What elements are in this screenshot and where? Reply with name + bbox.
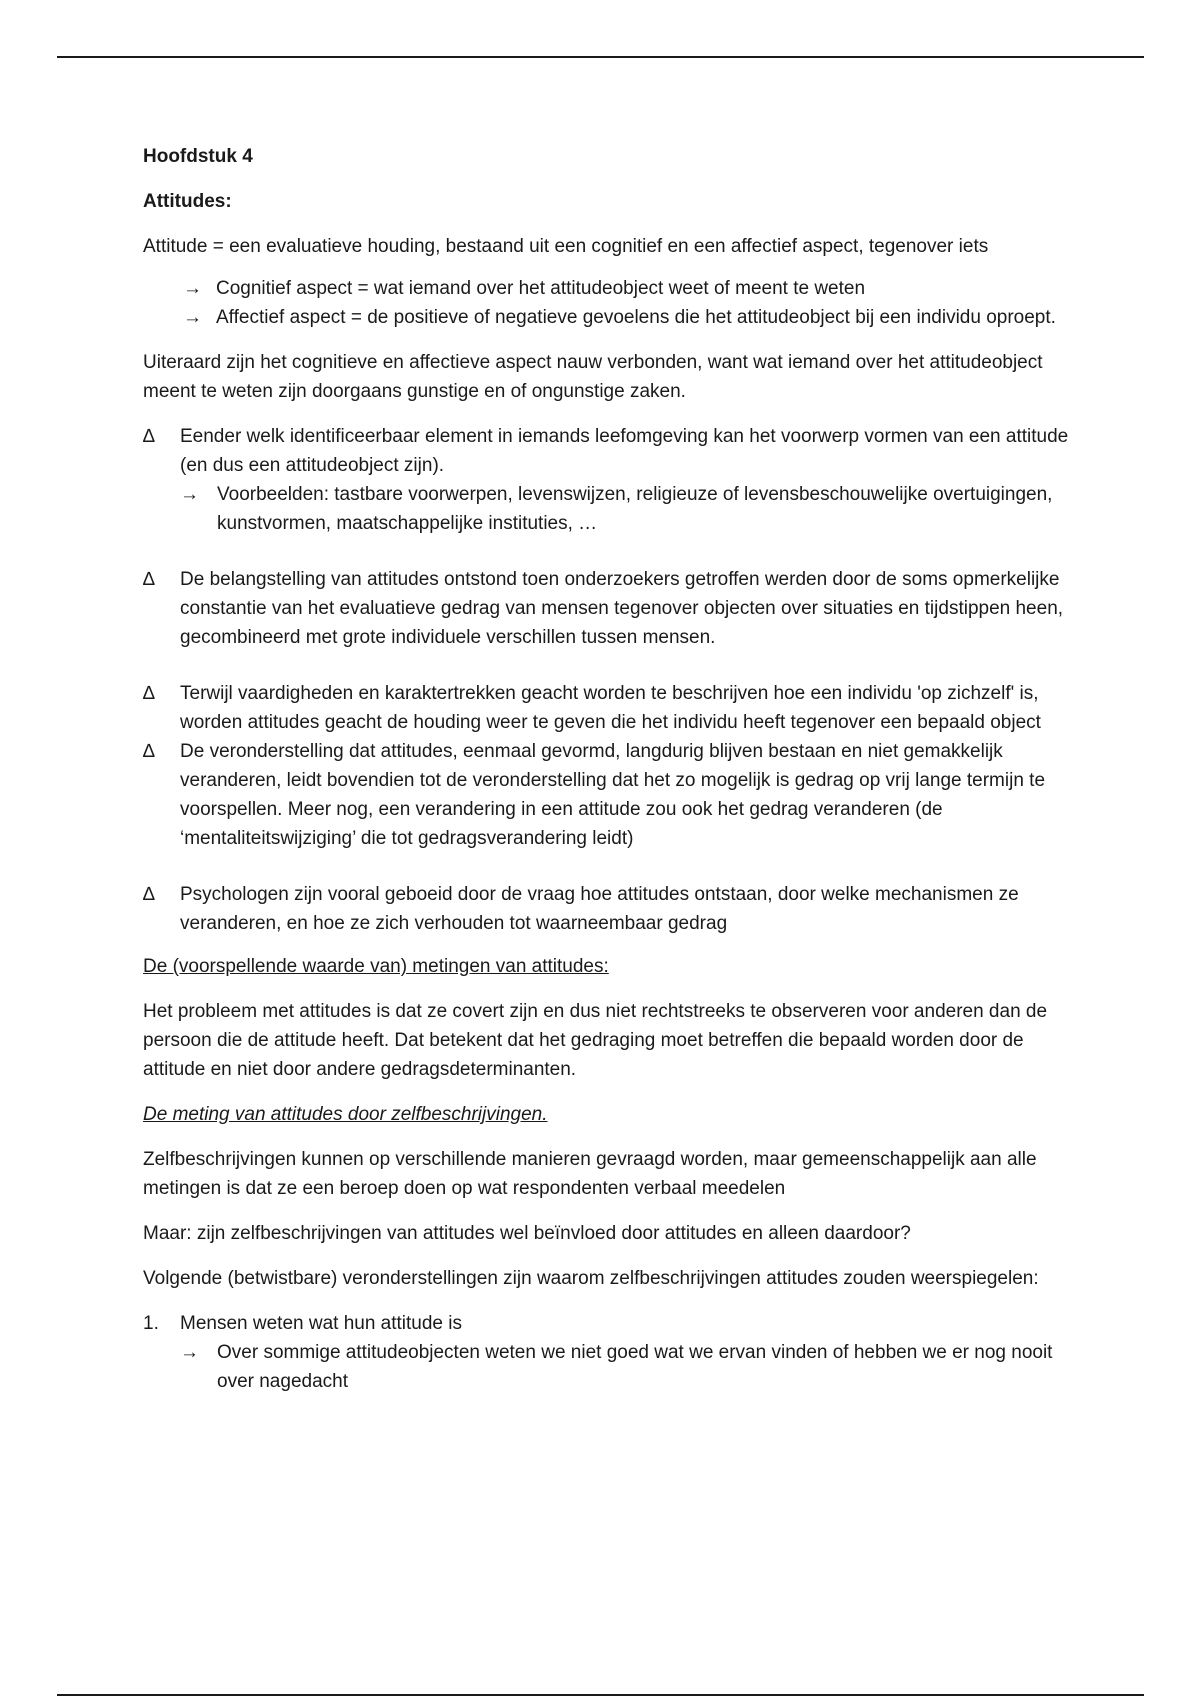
delta-bullet-icon: ∆: [143, 884, 155, 905]
delta-bullet-icon: ∆: [143, 569, 155, 590]
paragraph-problem: Het probleem met attitudes is dat ze covert zijn en dus niet rechtstreeks te observeren voor anderen dan de persoon die de attitude heeft. Dat betekent dat het gedraging moet betreffen die bepaald worden door de attitude en niet door andere gedragsdeterminanten.: [143, 1001, 1048, 1080]
footer-rule: [57, 1694, 1144, 1696]
arrow-icon: →: [183, 278, 202, 299]
arrow-icon: →: [180, 484, 199, 505]
bullet-item: ∆ De belangstelling van attitudes ontstond toen onderzoekers getroffen werden door de soms opmerkelijke constantie van het evaluatieve gedrag van mensen tegenover objecten over situaties en tijdstippen heen, gecombineerd met grote individuele verschillen tussen mensen.: [143, 565, 1073, 652]
bullet-sub-item: → Voorbeelden: tastbare voorwerpen, levenswijzen, religieuze of levensbeschouwelijke overtuigingen, kunstvormen, maatschappelijke instituties, …: [180, 480, 1073, 538]
document-body: [143, 142, 1073, 1396]
section-heading-metingen: De (voorspellende waarde van) metingen van attitudes:: [143, 956, 609, 977]
paragraph-connected: Uiteraard zijn het cognitieve en affectieve aspect nauw verbonden, want wat iemand over het attitudeobject meent te weten zijn doorgaans gunstige en of ongunstige zaken.: [143, 352, 1043, 402]
bullet-item: ∆ Terwijl vaardigheden en karaktertrekken geacht worden te beschrijven hoe een individu 'op zichzelf' is, worden attitudes geacht de houding weer te geven die het individu heeft tegenover een bepaald object: [143, 679, 1073, 737]
bullet-item: ∆ De veronderstelling dat attitudes, eenmaal gevormd, langdurig blijven bestaan en niet gemakkelijk veranderen, leidt bovendien tot de veronderstelling dat het zo mogelijk is gedrag op vrij lange termijn te voorspellen. Meer nog, een verandering in een attitude zou ook het gedrag veranderen (de ‘mentaliteitswijziging’ die tot gedragsverandering leidt): [143, 737, 1073, 853]
delta-bullet-icon: ∆: [143, 426, 155, 447]
numbered-item: 1. Mensen weten wat hun attitude is → Over sommige attitudeobjecten weten we niet goed wat we ervan vinden of hebben we er nog nooit over nagedacht: [143, 1309, 1073, 1396]
arrow-icon: →: [183, 307, 202, 328]
bullet-item: ∆ Eender welk identificeerbaar element in iemands leefomgeving kan het voorwerp vormen van een attitude (en dus een attitudeobject zijn). → Voorbeelden: tastbare voorwerpen, levenswijzen, religieuze of levensbeschouwelijke overtuigingen, kunstvormen, maatschappelijke instituties, …: [143, 422, 1073, 538]
bullet-item: ∆ Psychologen zijn vooral geboeid door de vraag hoe attitudes ontstaan, door welke mechanismen ze veranderen, en hoe ze zich verhouden tot waarneembaar gedrag: [143, 880, 1073, 938]
arrow-icon: →: [180, 1342, 199, 1363]
paragraph-zelfbeschrijvingen: Zelfbeschrijvingen kunnen op verschillende manieren gevraagd worden, maar gemeenschappelijk aan alle metingen is dat ze een beroep doen op wat respondenten verbaal meedelen: [143, 1149, 1037, 1199]
chapter-heading: Hoofdstuk 4: [143, 146, 253, 167]
paragraph-assumptions: Volgende (betwistbare) veronderstellingen zijn waarom zelfbeschrijvingen attitudes zouden weerspiegelen:: [143, 1268, 1039, 1289]
list-number: 1.: [143, 1313, 159, 1334]
aspect-item: → Cognitief aspect = wat iemand over het attitudeobject weet of meent te weten: [143, 274, 1073, 303]
section-heading-attitudes: Attitudes:: [143, 191, 232, 212]
numbered-sub-item: → Over sommige attitudeobjecten weten we niet goed wat we ervan vinden of hebben we er nog nooit over nagedacht: [180, 1338, 1073, 1396]
delta-bullet-icon: ∆: [143, 741, 155, 762]
delta-bullet-icon: ∆: [143, 683, 155, 704]
section-heading-zelfbeschrijvingen: De meting van attitudes door zelfbeschrijvingen.: [143, 1104, 548, 1125]
paragraph-question: Maar: zijn zelfbeschrijvingen van attitudes wel beïnvloed door attitudes en alleen daardoor?: [143, 1223, 911, 1244]
definition-paragraph: Attitude = een evaluatieve houding, bestaand uit een cognitief en een affectief aspect, tegenover iets: [143, 236, 989, 257]
aspect-item: → Affectief aspect = de positieve of negatieve gevoelens die het attitudeobject bij een individu oproept.: [143, 303, 1073, 332]
header-rule: [57, 56, 1144, 58]
